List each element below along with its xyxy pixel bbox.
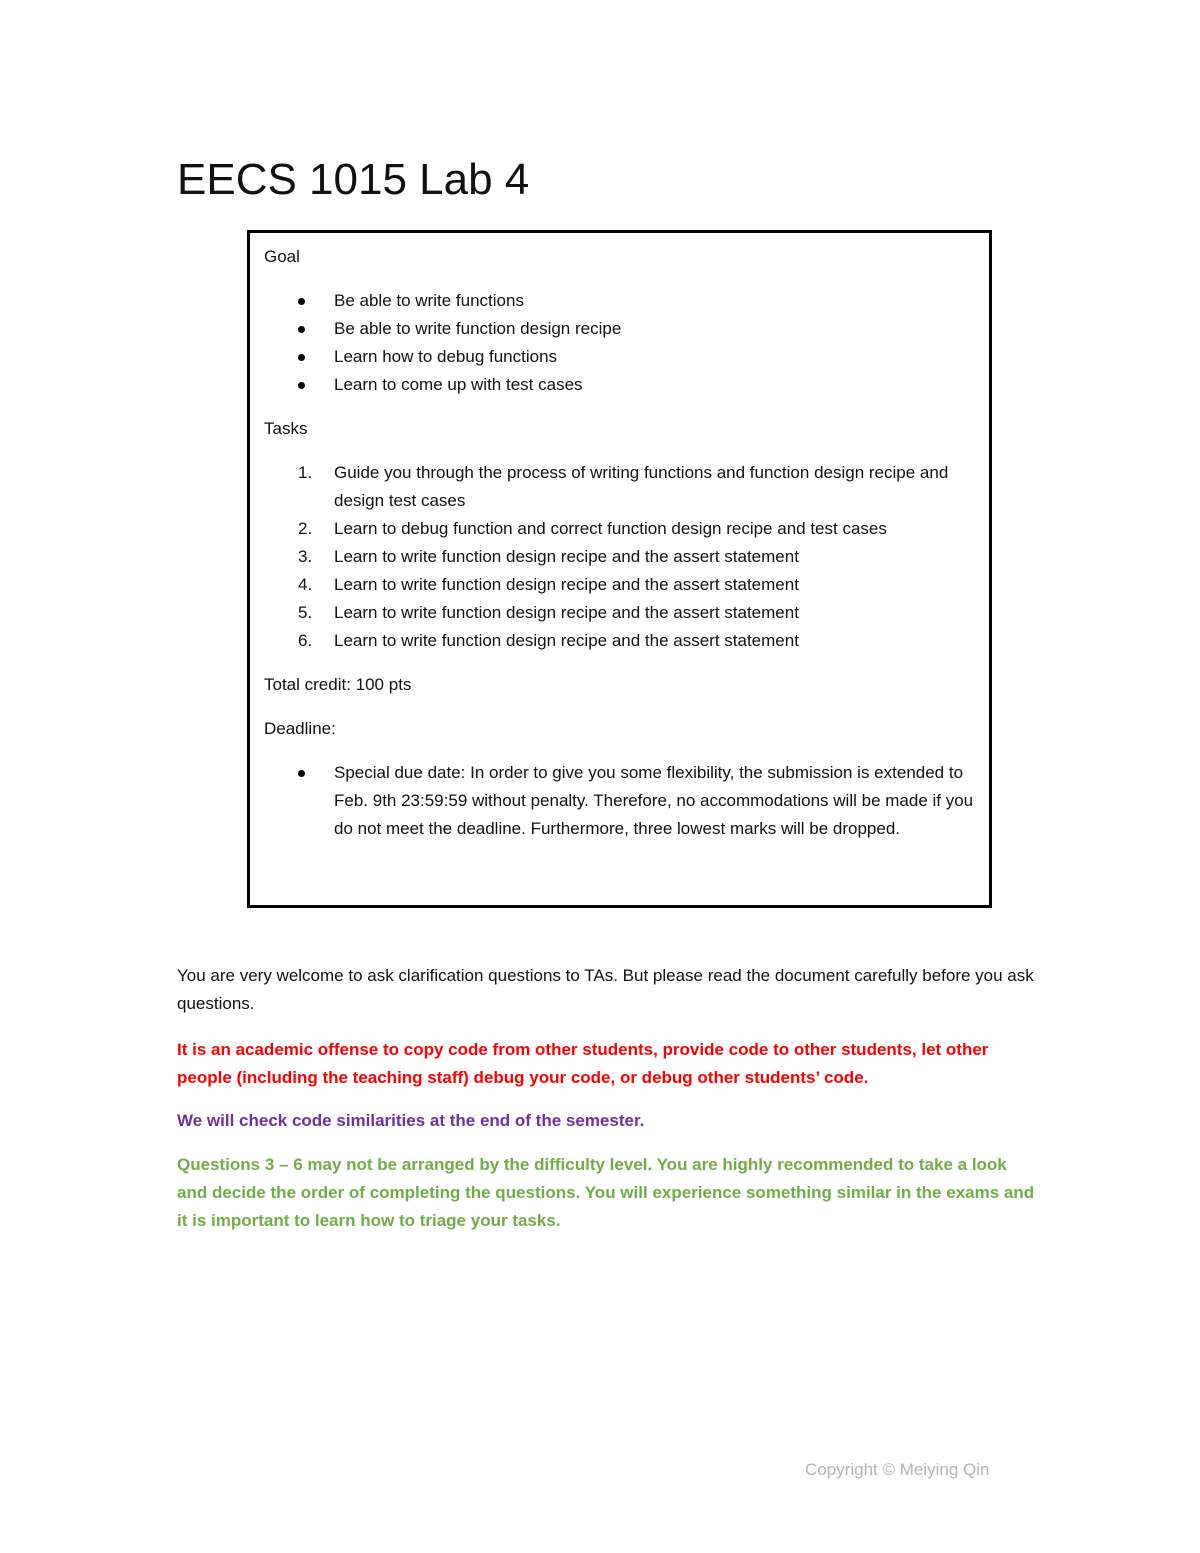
tasks-heading: Tasks [264,419,308,438]
goal-item-text: Be able to write function design recipe [334,319,622,338]
academic-offense-warning: It is an academic offense to copy code from other students, provide code to other students, let other people (including the teaching staff) debug your code, or debug other students’ code. [177,1040,989,1087]
task-number: 4. [298,575,313,594]
goal-heading: Goal [264,247,300,266]
bullet-icon [298,770,305,777]
total-credit: Total credit: 100 pts [264,675,412,694]
task-item-text: Learn to write function design recipe and the assert statement [334,575,799,594]
task-number: 5. [298,603,313,622]
goal-item-text: Learn how to debug functions [334,347,558,366]
intro-paragraph: You are very welcome to ask clarification questions to TAs. But please read the document carefully before you ask questions. [177,966,1034,1013]
task-number: 3. [298,547,313,566]
goal-item-text: Be able to write functions [334,291,524,310]
task-item [264,459,979,515]
bullet-icon [298,298,305,305]
deadline-item-text: Special due date: In order to give you some flexibility, the submission is extended to Feb. 9th 23:59:59 without penalty. Therefore, no accommodations will be made if you do not meet the deadline. Furthermore, three lowest marks will be dropped. [334,763,974,838]
deadline-heading: Deadline: [264,719,336,738]
deadline-list [264,759,979,843]
goal-item [264,315,979,343]
bullet-icon [298,354,305,361]
task-item [264,599,979,627]
goal-item [264,287,979,315]
goal-list [264,287,979,399]
goal-item [264,343,979,371]
question-order-notice: Questions 3 – 6 may not be arranged by the difficulty level. You are highly recommended to take a look and decide the order of completing the questions. You will experience something similar in the exams and it is important to learn how to triage your tasks. [177,1155,1035,1230]
task-item [264,543,979,571]
page-title: EECS 1015 Lab 4 [177,155,530,204]
task-item [264,515,979,543]
task-number: 2. [298,519,313,538]
task-list [264,459,979,655]
task-item-text: Learn to write function design recipe and the assert statement [334,631,799,650]
copyright-notice: Copyright © Meiying Qin [805,1460,990,1479]
code-similarity-notice: We will check code similarities at the end of the semester. [177,1111,645,1130]
task-item-text: Guide you through the process of writing functions and function design recipe and design test cases [334,463,949,510]
lab-summary-box [247,230,992,908]
bullet-icon [298,382,305,389]
task-number: 1. [298,463,313,482]
bullet-icon [298,326,305,333]
task-number: 6. [298,631,313,650]
goal-item [264,371,979,399]
task-item-text: Learn to write function design recipe and the assert statement [334,547,799,566]
task-item-text: Learn to write function design recipe and the assert statement [334,603,799,622]
task-item [264,627,979,655]
task-item-text: Learn to debug function and correct function design recipe and test cases [334,519,887,538]
goal-item-text: Learn to come up with test cases [334,375,583,394]
task-item [264,571,979,599]
deadline-item [264,759,979,843]
lab-summary-content [264,243,979,843]
